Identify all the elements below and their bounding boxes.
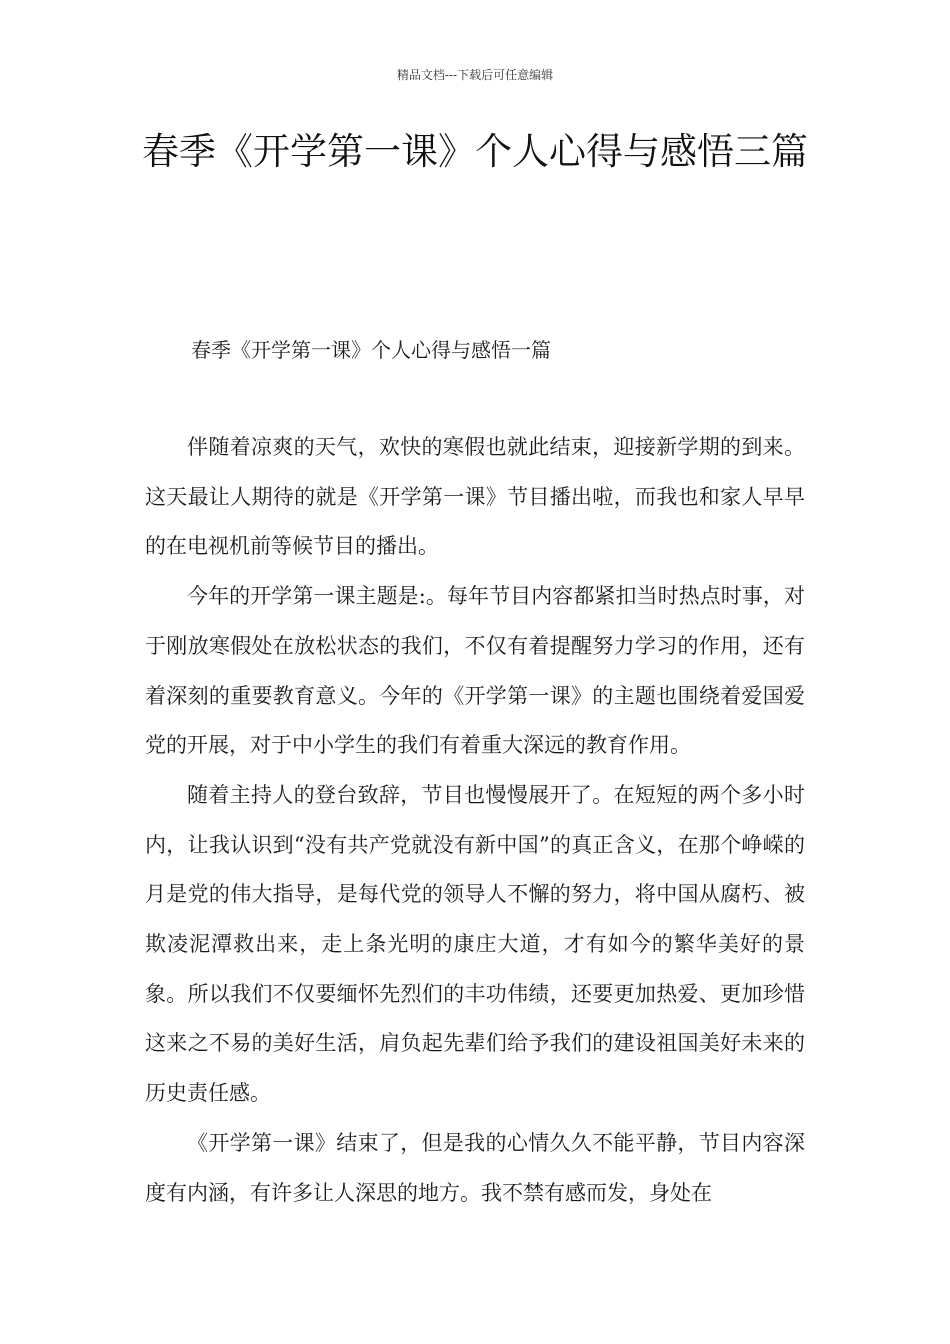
section-title: 春季《开学第一课》个人心得与感悟一篇 (191, 338, 551, 362)
header-note: 精品文档---下载后可任意编辑 (396, 68, 554, 82)
paragraph: 随着主持人的登台致辞，节目也慢慢展开了。在短短的两个多小时内，让我认识到“没有共产党就没有新中国”的真正含义，在那个峥嵘的月是党的伟大指导，是每代党的领导人不懈的努力，将中国从腐朽、被欺凌泥潭救出来，走上条光明的康庄大道，才有如今的繁华美好的景象。所以我们不仅要缅怀先烈们的丰功伟绩，还要更加热爱、更加珍惜这来之不易的美好生活，肩负起先辈们给予我们的建设祖国美好未来的历史责任感。 (145, 782, 805, 1106)
paragraph: 伴随着凉爽的天气，欢快的寒假也就此结束，迎接新学期的到来。这天最让人期待的就是《开学第一课》节目播出啦，而我也和家人早早的在电视机前等候节目的播出。 (145, 435, 805, 559)
paragraph: 《开学第一课》结束了，但是我的心情久久不能平静，节目内容深度有内涵，有许多让人深思的地方。我不禁有感而发，身处在 (145, 1130, 805, 1205)
document-title: 春季《开学第一课》个人心得与感悟三篇 (142, 130, 808, 173)
paragraph: 今年的开学第一课主题是:。每年节目内容都紧扣当时热点时事，对于刚放寒假处在放松状态的我们，不仅有着提醒努力学习的作用，还有着深刻的重要教育意义。今年的《开学第一课》的主题也围绕着爱国爱党的开展，对于中小学生的我们有着重大深远的教育作用。 (145, 584, 805, 758)
body-text (145, 423, 805, 1218)
